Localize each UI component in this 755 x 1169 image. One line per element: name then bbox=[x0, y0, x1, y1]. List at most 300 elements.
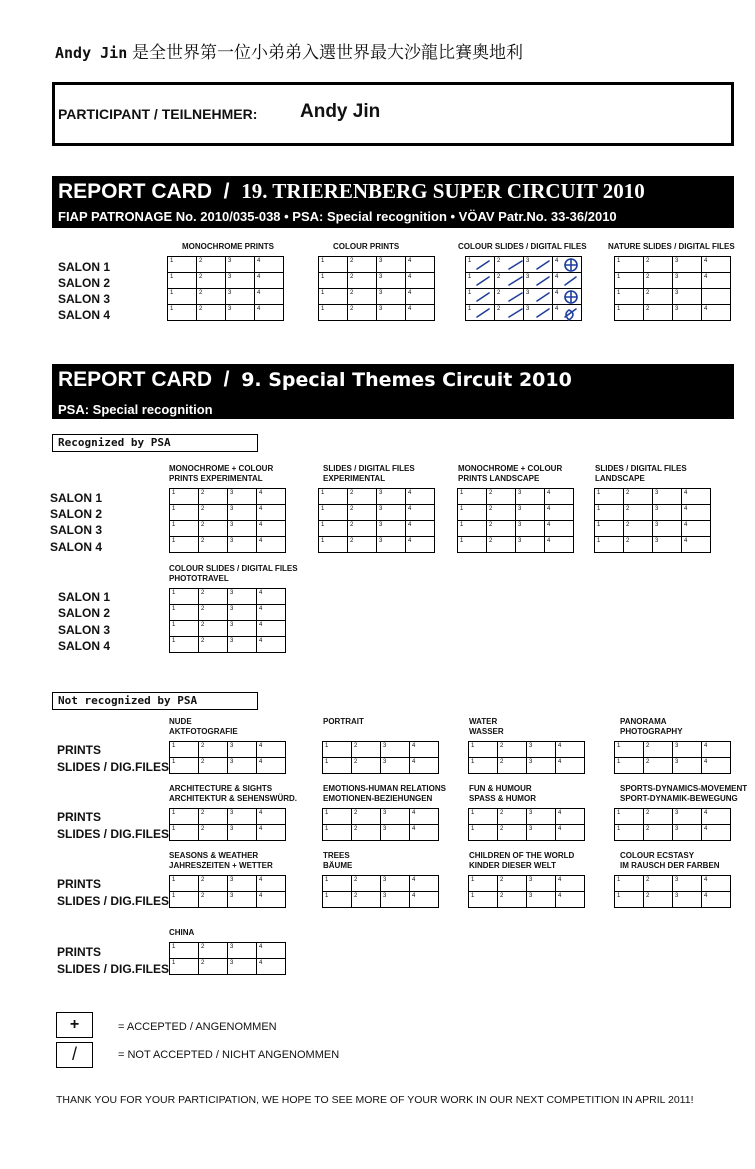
grid-cell: 3 bbox=[653, 489, 682, 505]
grid-cell: 4 bbox=[410, 758, 439, 774]
grid-cell: 2 bbox=[199, 943, 228, 959]
theme-colour-ecstasy: COLOUR ECSTASY IM RAUSCH DER FARBEN bbox=[620, 851, 720, 870]
grid-cell: 2 bbox=[487, 489, 516, 505]
grid-row bbox=[615, 892, 731, 908]
slash-mark bbox=[477, 293, 489, 301]
grid-row bbox=[170, 589, 286, 605]
salon-3-label: SALON 3 bbox=[58, 623, 111, 637]
grid-cell: 3 bbox=[228, 809, 257, 825]
salon-1-label: SALON 1 bbox=[58, 590, 111, 604]
col-mono-colour-experimental: MONOCHROME + COLOUR PRINTS EXPERIMENTAL bbox=[169, 464, 274, 483]
grid-cell: 1 bbox=[615, 876, 644, 892]
grid-cell: 4 bbox=[702, 742, 731, 758]
grid-cell: 3 bbox=[377, 289, 406, 305]
grid-cell: 4 bbox=[556, 742, 585, 758]
grid-nude bbox=[169, 741, 286, 774]
grid-cell: 3 bbox=[228, 489, 257, 505]
grid-cell: 2 bbox=[498, 742, 527, 758]
grid-row bbox=[615, 742, 731, 758]
grid-row bbox=[469, 809, 585, 825]
grid-cell: 3 bbox=[673, 257, 702, 273]
grid-cell: 1 bbox=[170, 637, 199, 653]
grid-cell: 3 bbox=[524, 305, 553, 321]
grid-colour-ecstasy bbox=[614, 875, 731, 908]
col-phototravel: COLOUR SLIDES / DIGITAL FILES PHOTOTRAVEL bbox=[169, 564, 298, 583]
grid-cell: 1 bbox=[323, 758, 352, 774]
grid-cell: 4 bbox=[406, 273, 435, 289]
grid-cell: 4 bbox=[406, 257, 435, 273]
col-slides-experimental: SLIDES / DIGITAL FILES EXPERIMENTAL bbox=[323, 464, 415, 483]
grid-cell: 2 bbox=[352, 892, 381, 908]
grid-row bbox=[615, 809, 731, 825]
grid-cell: 2 bbox=[348, 273, 377, 289]
grid-cell: 4 bbox=[682, 505, 711, 521]
grid-cell: 1 bbox=[170, 892, 199, 908]
grid-cell: 3 bbox=[228, 943, 257, 959]
header-note bbox=[55, 38, 523, 63]
grid-cell: 4 bbox=[255, 305, 284, 321]
grid-row bbox=[469, 742, 585, 758]
grid-row bbox=[615, 289, 731, 305]
grid-cell: 1 bbox=[170, 825, 199, 841]
grid-cell: 2 bbox=[199, 489, 228, 505]
grid-cell: 3 bbox=[516, 505, 545, 521]
grid-cell: 4 bbox=[406, 489, 435, 505]
grid-cell: 2 bbox=[644, 758, 673, 774]
theme-seasons: SEASONS & WEATHER JAHRESZEITEN + WETTER bbox=[169, 851, 273, 870]
col-slides-landscape: SLIDES / DIGITAL FILES LANDSCAPE bbox=[595, 464, 687, 483]
grid-row bbox=[323, 742, 439, 758]
grid-cell: 2 bbox=[495, 257, 524, 273]
header-name: Andy Jin bbox=[55, 44, 128, 62]
slash-mark bbox=[537, 261, 549, 269]
grid-cell: 2 bbox=[348, 257, 377, 273]
slash-mark bbox=[509, 277, 522, 285]
salon-2-label: SALON 2 bbox=[58, 276, 111, 290]
grid-cell: 3 bbox=[228, 742, 257, 758]
row-prints-label: PRINTS bbox=[57, 877, 102, 891]
grid-cell: 3 bbox=[377, 257, 406, 273]
grid-cell: 2 bbox=[352, 809, 381, 825]
grid-cell: 4 bbox=[682, 537, 711, 553]
grid-cell: 3 bbox=[527, 758, 556, 774]
grid-row bbox=[323, 876, 439, 892]
grid-nature-slides bbox=[614, 256, 731, 321]
grid-cell: 1 bbox=[458, 521, 487, 537]
grid-cell: 1 bbox=[323, 876, 352, 892]
grid-cell: 3 bbox=[516, 521, 545, 537]
salon-2-label: SALON 2 bbox=[50, 507, 103, 521]
grid-cell: 3 bbox=[524, 289, 553, 305]
grid-architecture bbox=[169, 808, 286, 841]
grid-cell: 1 bbox=[168, 273, 197, 289]
grid-cell: 1 bbox=[170, 589, 199, 605]
grid-cell: 1 bbox=[615, 257, 644, 273]
grid-cell: 2 bbox=[348, 289, 377, 305]
grid-cell: 4 bbox=[556, 876, 585, 892]
grid-cell: 3 bbox=[228, 959, 257, 975]
grid-cell: 4 bbox=[406, 537, 435, 553]
grid-cell: 2 bbox=[498, 876, 527, 892]
grid-row bbox=[595, 505, 711, 521]
grid-cell: 3 bbox=[673, 876, 702, 892]
grid-cell: 1 bbox=[170, 758, 199, 774]
row-slides-label: SLIDES / DIG.FILES bbox=[57, 894, 170, 908]
theme-fun-humour: FUN & HUMOUR SPASS & HUMOR bbox=[469, 784, 536, 803]
grid-cell: 3 bbox=[381, 876, 410, 892]
grid-cell: 2 bbox=[199, 809, 228, 825]
grid-cell: 3 bbox=[673, 809, 702, 825]
grid-cell: 1 bbox=[170, 621, 199, 637]
grid-cell: 4 bbox=[410, 742, 439, 758]
col-nature-slides: NATURE SLIDES / DIGITAL FILES bbox=[608, 242, 735, 251]
grid-cell: 3 bbox=[381, 809, 410, 825]
grid-row bbox=[458, 521, 574, 537]
grid-cell: 1 bbox=[469, 825, 498, 841]
grid-cell: 4 bbox=[257, 943, 286, 959]
grid-row bbox=[615, 257, 731, 273]
grid-cell: 1 bbox=[595, 521, 624, 537]
grid-cell: 4 bbox=[406, 505, 435, 521]
slash-mark bbox=[565, 277, 576, 285]
not-recognized-by-psa-label: Not recognized by PSA bbox=[52, 692, 258, 710]
grid-cell: 3 bbox=[381, 825, 410, 841]
grid-slides-experimental bbox=[318, 488, 435, 553]
grid-row bbox=[615, 273, 731, 289]
report-card-2-subtitle: PSA: Special recognition bbox=[58, 402, 213, 417]
slash-mark bbox=[537, 277, 549, 285]
grid-row bbox=[615, 305, 731, 321]
grid-cell: 4 bbox=[257, 758, 286, 774]
grid-row bbox=[170, 489, 286, 505]
grid-cell: 3 bbox=[226, 289, 255, 305]
grid-row bbox=[458, 505, 574, 521]
grid-cell: 3 bbox=[228, 521, 257, 537]
grid-cell: 2 bbox=[352, 742, 381, 758]
grid-cell: 3 bbox=[228, 876, 257, 892]
grid-cell: 2 bbox=[199, 521, 228, 537]
grid-cell: 1 bbox=[170, 521, 199, 537]
grid-row bbox=[319, 537, 435, 553]
slash-mark bbox=[509, 309, 522, 317]
grid-cell: 2 bbox=[199, 758, 228, 774]
grid-cell: 2 bbox=[348, 305, 377, 321]
grid-cell: 3 bbox=[516, 537, 545, 553]
report-card-1-title-main: 19. TRIERENBERG SUPER CIRCUIT 2010 bbox=[241, 179, 645, 203]
grid-row bbox=[469, 892, 585, 908]
grid-cell: 4 bbox=[702, 892, 731, 908]
grid-cell: 4 bbox=[702, 809, 731, 825]
theme-portrait: PORTRAIT bbox=[323, 717, 364, 726]
report-card-2-banner bbox=[52, 364, 734, 419]
slash-mark bbox=[509, 293, 522, 301]
grid-cell: 4 bbox=[410, 809, 439, 825]
grid-cell: 1 bbox=[170, 537, 199, 553]
grid-row bbox=[319, 305, 435, 321]
grid-cell: 3 bbox=[527, 809, 556, 825]
grid-cell: 2 bbox=[624, 521, 653, 537]
grid-cell: 2 bbox=[348, 489, 377, 505]
grid-cell: 1 bbox=[170, 605, 199, 621]
grid-row bbox=[170, 876, 286, 892]
grid-cell: 3 bbox=[381, 742, 410, 758]
theme-nude: NUDE AKTFOTOGRAFIE bbox=[169, 717, 238, 736]
grid-cell: 1 bbox=[319, 289, 348, 305]
grid-cell: 4 bbox=[702, 257, 731, 273]
slash-mark bbox=[537, 309, 549, 317]
grid-cell: 2 bbox=[644, 809, 673, 825]
grid-row bbox=[170, 758, 286, 774]
grid-cell: 1 bbox=[319, 273, 348, 289]
theme-architecture: ARCHITECTURE & SIGHTS ARCHITEKTUR & SEHENSWÜRD. bbox=[169, 784, 297, 803]
legend-not-accepted-text: = NOT ACCEPTED / NICHT ANGENOMMEN bbox=[118, 1049, 340, 1061]
grid-mono-colour-experimental bbox=[169, 488, 286, 553]
grid-cell: 1 bbox=[170, 505, 199, 521]
grid-mono-colour-landscape bbox=[457, 488, 574, 553]
salon-2-label: SALON 2 bbox=[58, 606, 111, 620]
grid-cell: 2 bbox=[498, 809, 527, 825]
grid-row bbox=[170, 605, 286, 621]
grid-row bbox=[170, 637, 286, 653]
grid-cell: 2 bbox=[197, 257, 226, 273]
grid-fun-humour bbox=[468, 808, 585, 841]
grid-sports bbox=[614, 808, 731, 841]
theme-china: CHINA bbox=[169, 928, 195, 937]
grid-cell: 2 bbox=[495, 289, 524, 305]
grid-cell bbox=[702, 289, 731, 305]
grid-cell: 2 bbox=[352, 876, 381, 892]
grid-cell: 1 bbox=[469, 758, 498, 774]
grid-cell: 1 bbox=[168, 305, 197, 321]
grid-row bbox=[170, 809, 286, 825]
salon-3-label: SALON 3 bbox=[50, 523, 103, 537]
grid-cell: 2 bbox=[498, 825, 527, 841]
grid-cell: 1 bbox=[319, 257, 348, 273]
grid-cell: 1 bbox=[323, 809, 352, 825]
grid-children bbox=[468, 875, 585, 908]
participant-name: Andy Jin bbox=[300, 101, 381, 122]
grid-cell: 3 bbox=[377, 273, 406, 289]
grid-cell: 2 bbox=[644, 289, 673, 305]
grid-row bbox=[168, 257, 284, 273]
grid-cell: 1 bbox=[323, 892, 352, 908]
grid-cell: 2 bbox=[199, 505, 228, 521]
grid-row bbox=[170, 521, 286, 537]
grid-cell: 1 bbox=[170, 943, 199, 959]
slash-mark bbox=[477, 261, 489, 269]
slash-mark bbox=[477, 309, 489, 317]
grid-cell: 2 bbox=[199, 621, 228, 637]
grid-cell: 2 bbox=[644, 892, 673, 908]
report-card-1-subtitle: FIAP PATRONAGE No. 2010/035-038 • PSA: Special recognition • VÖAV Patr.No. 33-36/2010 bbox=[58, 209, 617, 224]
theme-emotions: EMOTIONS-HUMAN RELATIONS EMOTIONEN-BEZIEHUNGEN bbox=[323, 784, 446, 803]
col-colour-slides: COLOUR SLIDES / DIGITAL FILES bbox=[458, 242, 587, 251]
grid-row bbox=[319, 257, 435, 273]
grid-cell: 1 bbox=[170, 742, 199, 758]
grid-cell: 1 bbox=[469, 809, 498, 825]
col-colour-prints: COLOUR PRINTS bbox=[333, 242, 400, 251]
grid-row bbox=[458, 489, 574, 505]
grid-cell: 4 bbox=[257, 537, 286, 553]
grid-cell: 3 bbox=[653, 521, 682, 537]
row-slides-label: SLIDES / DIG.FILES bbox=[57, 827, 170, 841]
grid-cell: 3 bbox=[228, 825, 257, 841]
grid-row bbox=[458, 537, 574, 553]
grid-cell: 2 bbox=[199, 892, 228, 908]
grid-cell: 3 bbox=[516, 489, 545, 505]
grid-cell: 1 bbox=[458, 505, 487, 521]
grid-cell: 3 bbox=[673, 273, 702, 289]
grid-cell: 2 bbox=[495, 273, 524, 289]
report-card-1-banner bbox=[52, 176, 734, 228]
grid-cell: 4 bbox=[410, 892, 439, 908]
grid-cell: 4 bbox=[545, 537, 574, 553]
row-slides-label: SLIDES / DIG.FILES bbox=[57, 962, 170, 976]
slash-mark bbox=[509, 261, 522, 269]
grid-cell: 1 bbox=[615, 892, 644, 908]
grid-cell: 3 bbox=[377, 537, 406, 553]
grid-cell: 2 bbox=[199, 589, 228, 605]
grid-cell: 3 bbox=[228, 589, 257, 605]
grid-cell: 2 bbox=[498, 892, 527, 908]
grid-cell: 4 bbox=[545, 489, 574, 505]
grid-cell: 1 bbox=[469, 892, 498, 908]
grid-cell: 1 bbox=[323, 825, 352, 841]
grid-row bbox=[170, 959, 286, 975]
grid-cell: 3 bbox=[527, 892, 556, 908]
grid-cell: 4 bbox=[257, 589, 286, 605]
grid-cell: 3 bbox=[381, 892, 410, 908]
grid-cell: 3 bbox=[377, 505, 406, 521]
grid-row bbox=[170, 742, 286, 758]
grid-cell: 2 bbox=[352, 758, 381, 774]
grid-cell: 3 bbox=[377, 521, 406, 537]
grid-cell: 3 bbox=[228, 758, 257, 774]
grid-cell: 4 bbox=[702, 758, 731, 774]
handwritten-marks bbox=[465, 256, 585, 326]
grid-cell: 2 bbox=[197, 305, 226, 321]
header-chinese-note: 是全世界第一位小弟弟入選世界最大沙龍比賽奧地利 bbox=[131, 43, 523, 63]
grid-row bbox=[319, 489, 435, 505]
grid-cell: 3 bbox=[527, 742, 556, 758]
grid-cell: 3 bbox=[527, 825, 556, 841]
grid-cell: 2 bbox=[644, 742, 673, 758]
grid-cell: 2 bbox=[624, 505, 653, 521]
grid-cell: 3 bbox=[228, 505, 257, 521]
grid-cell: 1 bbox=[615, 825, 644, 841]
grid-cell: 1 bbox=[319, 505, 348, 521]
grid-cell: 4 bbox=[257, 521, 286, 537]
grid-cell: 3 bbox=[377, 489, 406, 505]
grid-cell: 4 bbox=[556, 758, 585, 774]
grid-cell: 3 bbox=[527, 876, 556, 892]
grid-row bbox=[170, 825, 286, 841]
marks-group bbox=[477, 259, 577, 320]
salon-1-label: SALON 1 bbox=[50, 491, 103, 505]
grid-panorama bbox=[614, 741, 731, 774]
grid-cell: 3 bbox=[673, 825, 702, 841]
grid-row bbox=[595, 489, 711, 505]
grid-row bbox=[170, 505, 286, 521]
grid-cell: 2 bbox=[199, 876, 228, 892]
grid-cell: 3 bbox=[653, 537, 682, 553]
slash-mark bbox=[477, 277, 489, 285]
grid-cell: 4 bbox=[255, 289, 284, 305]
grid-cell: 3 bbox=[226, 257, 255, 273]
grid-cell: 2 bbox=[199, 637, 228, 653]
grid-cell: 2 bbox=[487, 537, 516, 553]
grid-row bbox=[323, 892, 439, 908]
grid-cell: 3 bbox=[673, 289, 702, 305]
grid-cell: 1 bbox=[168, 257, 197, 273]
grid-cell: 1 bbox=[615, 305, 644, 321]
grid-cell: 4 bbox=[556, 892, 585, 908]
report-card-1-title bbox=[58, 179, 645, 204]
grid-row bbox=[168, 273, 284, 289]
grid-cell: 1 bbox=[170, 959, 199, 975]
grid-cell: 4 bbox=[553, 273, 582, 289]
grid-row bbox=[170, 621, 286, 637]
grid-cell: 1 bbox=[615, 742, 644, 758]
grid-cell: 4 bbox=[556, 825, 585, 841]
grid-cell: 1 bbox=[170, 809, 199, 825]
grid-cell: 3 bbox=[226, 273, 255, 289]
grid-cell: 1 bbox=[469, 876, 498, 892]
grid-cell: 2 bbox=[624, 489, 653, 505]
grid-cell: 1 bbox=[323, 742, 352, 758]
footer-thank-you: THANK YOU FOR YOUR PARTICIPATION, WE HOPE TO SEE MORE OF YOUR WORK IN OUR NEXT COMPETITION IN APRIL 2011! bbox=[56, 1094, 694, 1106]
salon-3-label: SALON 3 bbox=[58, 292, 111, 306]
grid-cell: 4 bbox=[702, 876, 731, 892]
grid-row bbox=[595, 537, 711, 553]
grid-cell: 2 bbox=[495, 305, 524, 321]
grid-cell: 4 bbox=[257, 825, 286, 841]
grid-cell: 2 bbox=[624, 537, 653, 553]
grid-row bbox=[323, 758, 439, 774]
grid-cell: 4 bbox=[702, 305, 731, 321]
legend-plus-box: + bbox=[56, 1012, 93, 1038]
salon-4-label: SALON 4 bbox=[58, 308, 111, 322]
grid-phototravel bbox=[169, 588, 286, 653]
grid-cell: 1 bbox=[319, 537, 348, 553]
theme-water: WATER WASSER bbox=[469, 717, 504, 736]
grid-cell: 4 bbox=[553, 257, 582, 273]
grid-row bbox=[168, 289, 284, 305]
grid-cell: 2 bbox=[644, 825, 673, 841]
grid-cell: 1 bbox=[595, 537, 624, 553]
grid-cell: 3 bbox=[228, 537, 257, 553]
grid-cell: 4 bbox=[410, 876, 439, 892]
grid-cell: 1 bbox=[168, 289, 197, 305]
col-mono-colour-landscape: MONOCHROME + COLOUR PRINTS LANDSCAPE bbox=[458, 464, 563, 483]
grid-cell: 1 bbox=[319, 489, 348, 505]
grid-cell: 1 bbox=[458, 489, 487, 505]
grid-cell: 3 bbox=[673, 758, 702, 774]
grid-cell: 2 bbox=[644, 876, 673, 892]
theme-sports: SPORTS-DYNAMICS-MOVEMENT SPORT-DYNAMIK-BEWEGUNG bbox=[620, 784, 748, 803]
grid-row bbox=[595, 521, 711, 537]
grid-row bbox=[469, 876, 585, 892]
grid-cell: 3 bbox=[228, 892, 257, 908]
grid-monochrome-prints bbox=[167, 256, 284, 321]
report-card-2-title bbox=[58, 368, 572, 392]
grid-cell: 4 bbox=[556, 809, 585, 825]
grid-cell: 1 bbox=[466, 273, 495, 289]
grid-colour-prints bbox=[318, 256, 435, 321]
grid-row bbox=[319, 289, 435, 305]
grid-cell: 2 bbox=[644, 273, 673, 289]
grid-row bbox=[319, 505, 435, 521]
